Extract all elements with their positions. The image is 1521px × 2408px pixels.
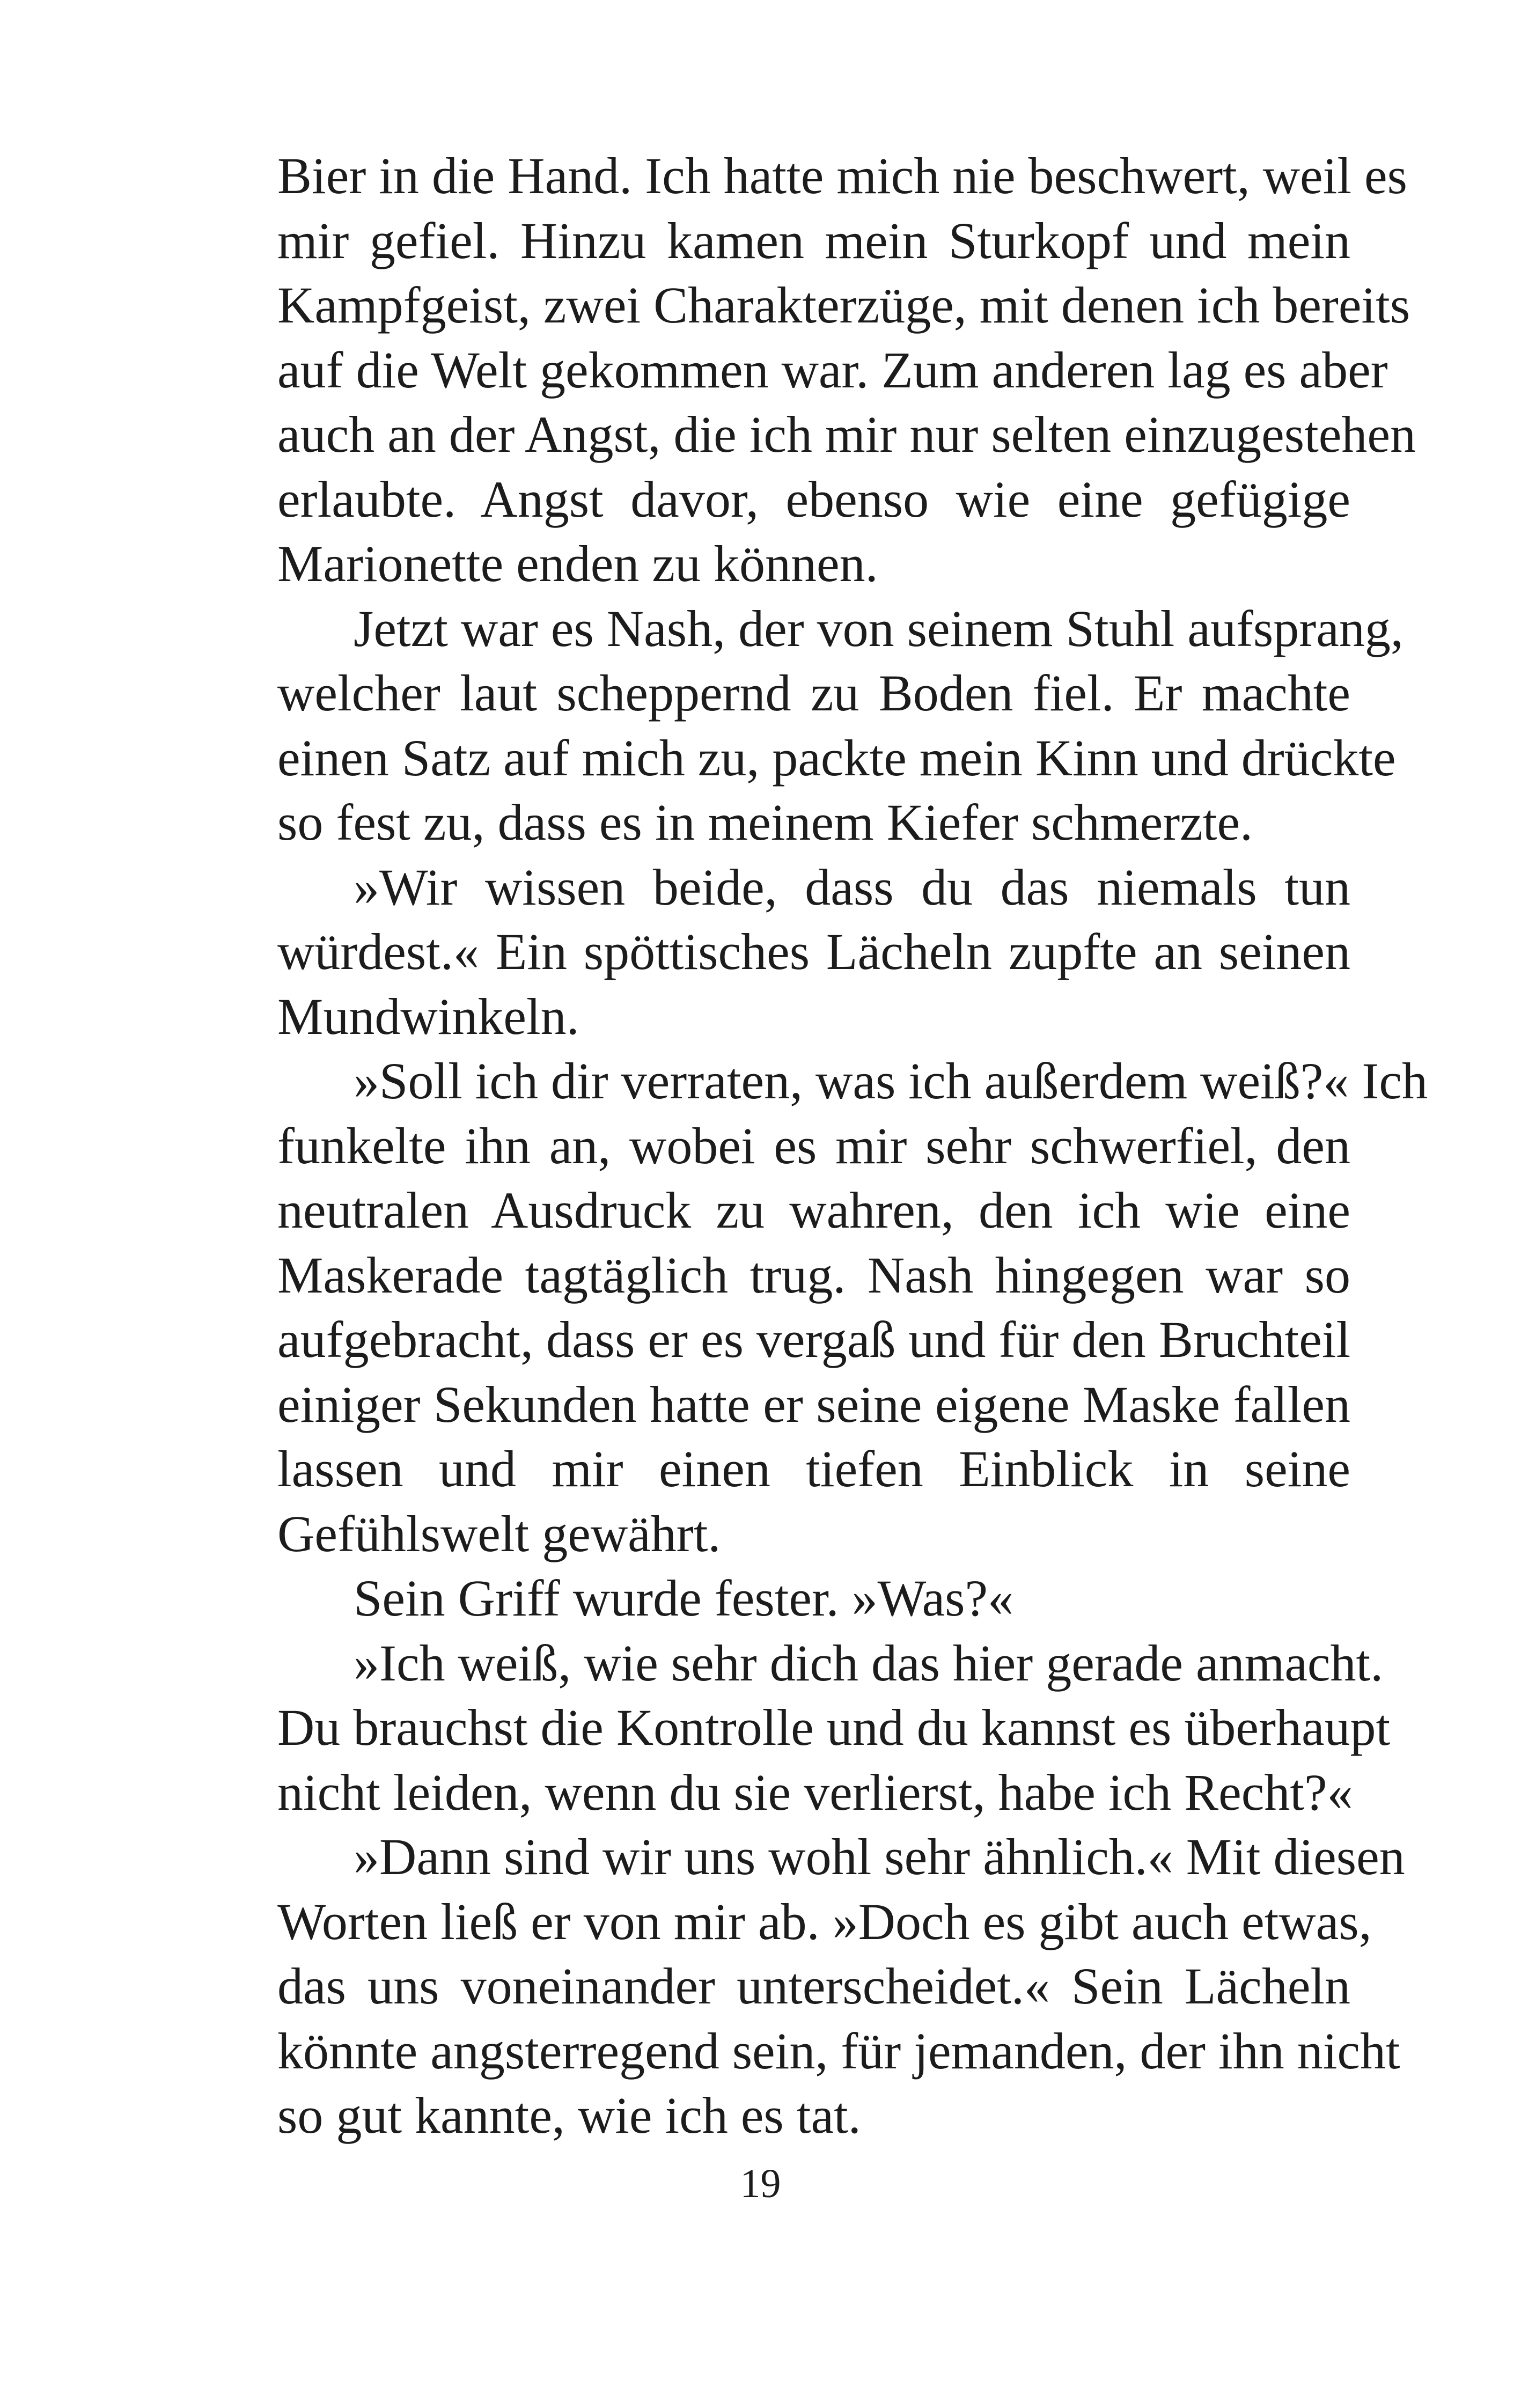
text-line: einen Satz auf mich zu, packte mein Kinn und drückte [277,729,1396,787]
text-line: lassen und mir einen tiefen Einblick in seine [277,1440,1350,1497]
text-line: einiger Sekunden hatte er seine eigene Maske fallen [277,1375,1350,1433]
text-line: so gut kannte, wie ich es tat. [277,2087,861,2144]
body-text [277,144,1428,2148]
paragraph [277,1825,1405,2148]
text-line: welcher laut scheppernd zu Boden fiel. Er machte [277,664,1350,722]
text-line: Sein Griff wurde fester. »Was?« [354,1569,1014,1627]
text-line: Worten ließ er von mir ab. »Doch es gibt auch etwas, [277,1892,1372,1950]
page-number: 19 [740,2161,781,2206]
text-line: Kampfgeist, zwei Charakterzüge, mit denen ich bereits [277,276,1410,334]
text-line: Du brauchst die Kontrolle und du kannst es überhaupt [277,1699,1391,1756]
text-line: auf die Welt gekommen war. Zum anderen lag es aber [277,341,1388,399]
text-line: aufgebracht, dass er es vergaß und für den Bruchteil [277,1311,1351,1368]
text-line: Marionette enden zu können. [277,535,878,592]
text-line: das uns voneinander unterscheidet.« Sein Lächeln [277,1957,1350,2015]
text-line: Mundwinkeln. [277,987,579,1045]
text-line: so fest zu, dass es in meinem Kiefer schmerzte. [277,794,1253,851]
text-line: Gefühlswelt gewährt. [277,1504,721,1562]
text-line: neutralen Ausdruck zu wahren, den ich wie eine [277,1181,1350,1239]
text-line: mir gefiel. Hinzu kamen mein Sturkopf und mein [277,211,1350,269]
text-line: »Wir wissen beide, dass du das niemals tun [354,858,1350,916]
text-line: »Soll ich dir verraten, was ich außerdem weiß?« Ich [354,1052,1428,1110]
text-line: »Dann sind wir uns wohl sehr ähnlich.« Mit diesen [354,1828,1405,1885]
text-line: »Ich weiß, wie sehr dich das hier gerade anmacht. [354,1634,1384,1692]
text-line: Jetzt war es Nash, der von seinem Stuhl aufsprang, [354,599,1404,657]
text-line: funkelte ihn an, wobei es mir sehr schwerfiel, den [277,1117,1350,1174]
paragraph [277,855,1350,1049]
text-line: Maskerade tagtäglich trug. Nash hingegen war so [277,1246,1350,1304]
text-line: Bier in die Hand. Ich hatte mich nie beschwert, weil es [277,147,1407,204]
text-line: könnte angsterregend sein, für jemanden, der ihn nicht [277,2022,1400,2080]
paragraph [277,1631,1391,1825]
text-line: auch an der Angst, die ich mir nur selten einzugestehen [277,406,1416,463]
paragraph [277,1049,1428,1566]
paragraph [277,597,1404,855]
text-line: würdest.« Ein spöttisches Lächeln zupfte an seinen [277,923,1350,980]
paragraph [277,144,1416,597]
text-line: erlaubte. Angst davor, ebenso wie eine gefügige [277,470,1350,528]
text-line: nicht leiden, wenn du sie verlierst, habe ich Recht?« [277,1763,1353,1821]
paragraph [277,1566,1350,1631]
